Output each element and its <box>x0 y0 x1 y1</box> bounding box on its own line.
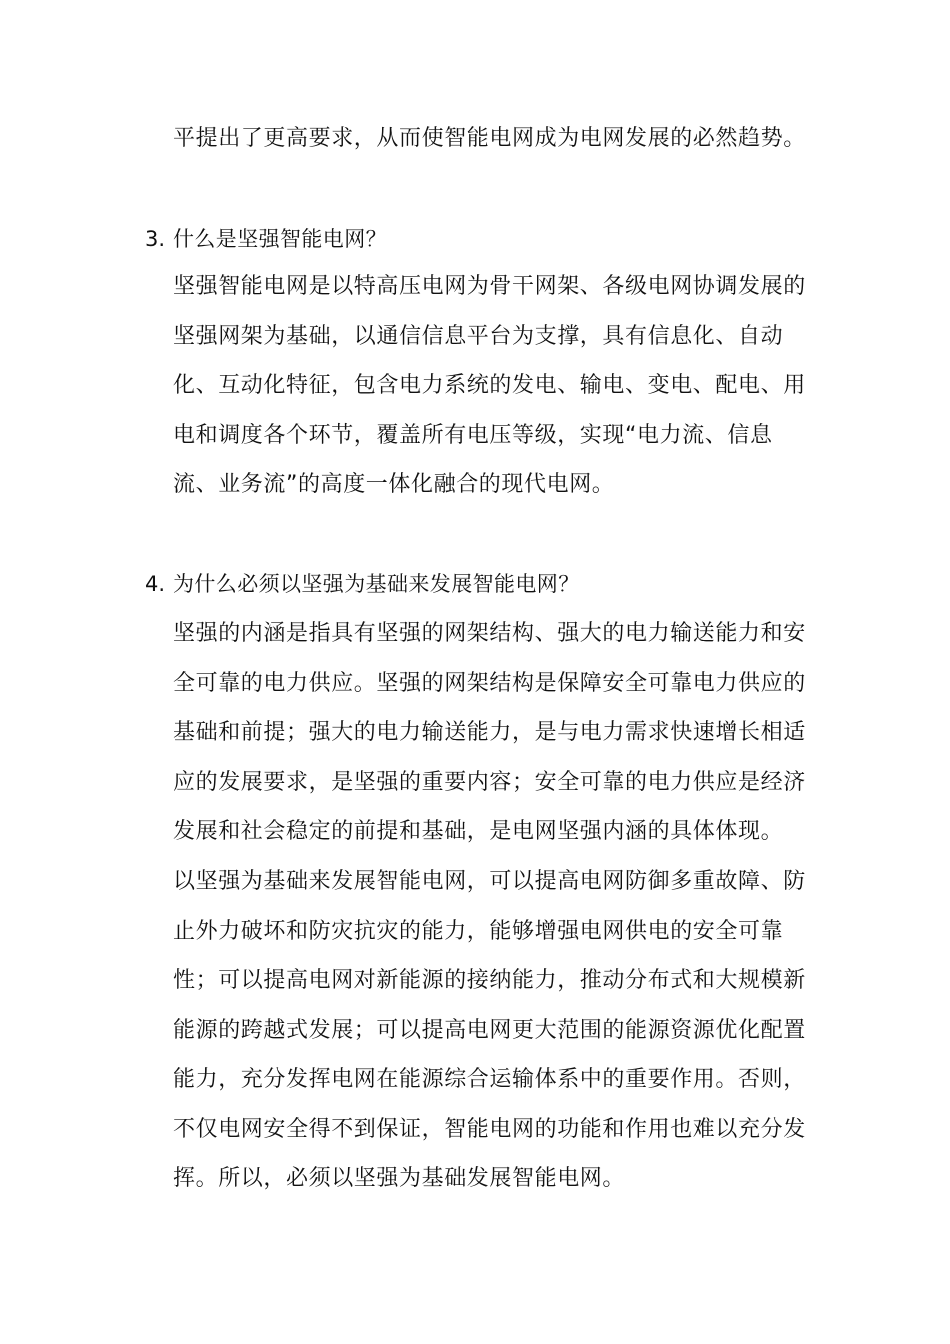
question-4 <box>145 569 580 599</box>
question-3-title: 什么是坚强智能电网？ <box>173 227 387 251</box>
question-3-number: 3. <box>145 227 166 251</box>
answer-4-paragraph-2: 以坚强为基础来发展智能电网，可以提高电网防御多重故障、防止外力破坏和防灾抗灾的能力，能够增强电网供电的安全可靠性；可以提高电网对新能源的接纳能力，推动分布式和大规模新能源的跨越式发展；可以提高电网更大范围的能源资源优化配置能力，充分发挥电网在能源综合运输体系中的重要作用。否则，不仅电网安全得不到保证，智能电网的功能和作用也难以充分发挥。所以，必须以坚强为基础发展智能电网。 <box>173 869 806 1191</box>
intro-paragraph: 平提出了更高要求，从而使智能电网成为电网发展的必然趋势。 <box>173 126 806 151</box>
question-4-title: 为什么必须以坚强为基础来发展智能电网？ <box>173 572 580 596</box>
answer-4-paragraph-1: 坚强的内涵是指具有坚强的网架结构、强大的电力输送能力和安全可靠的电力供应。坚强的网架结构是保障安全可靠电力供应的基础和前提；强大的电力输送能力，是与电力需求快速增长相适应的发展要求，是坚强的重要内容；安全可靠的电力供应是经济发展和社会稳定的前提和基础，是电网坚强内涵的具体体现。 <box>173 621 806 844</box>
question-4-number: 4. <box>145 572 166 596</box>
answer-3-paragraph: 坚强智能电网是以特高压电网为骨干网架、各级电网协调发展的坚强网架为基础，以通信信息平台为支撑，具有信息化、自动化、互动化特征，包含电力系统的发电、输电、变电、配电、用电和调度各个环节，覆盖所有电压等级，实现“电力流、信息流、业务流”的高度一体化融合的现代电网。 <box>173 274 806 497</box>
question-3 <box>145 224 387 254</box>
